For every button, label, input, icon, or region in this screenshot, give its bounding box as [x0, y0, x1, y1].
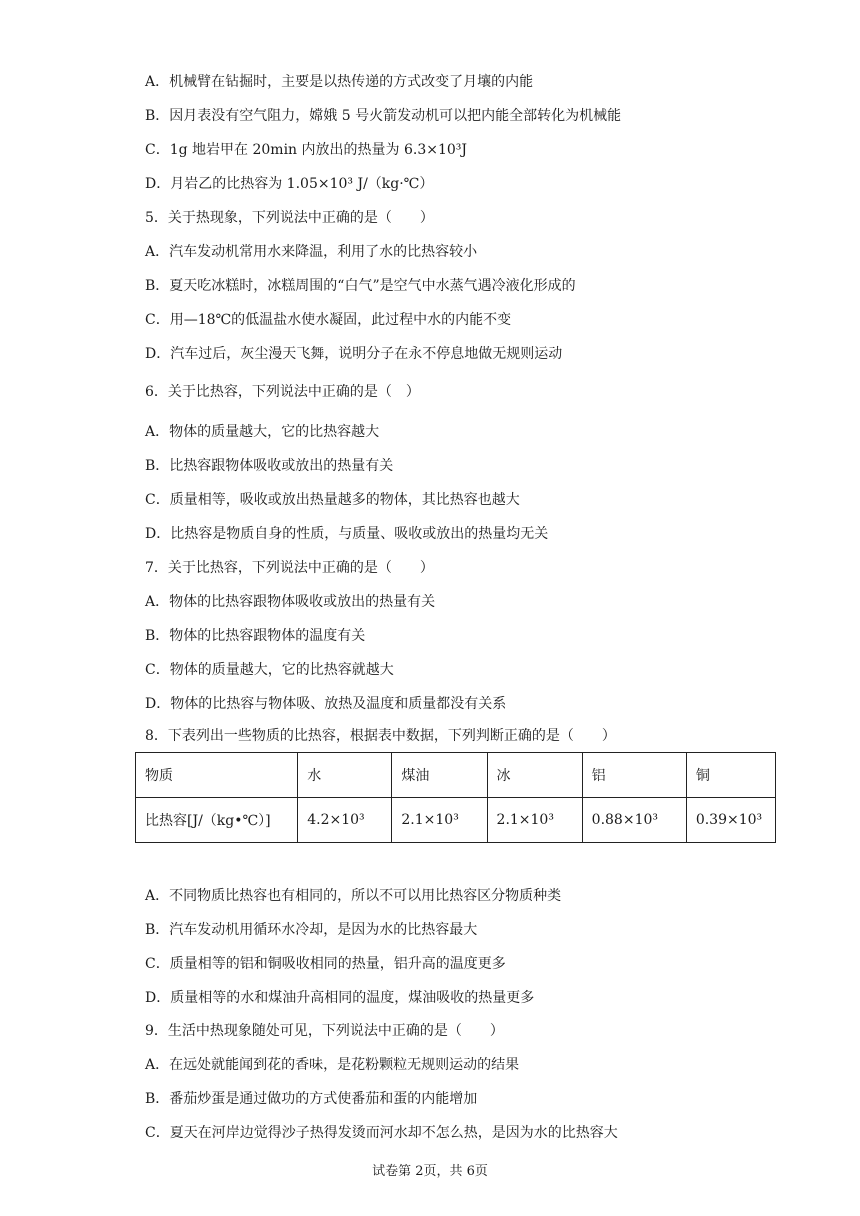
- table-cell: 4.2×10³: [298, 798, 392, 843]
- q4-option-c: C．1g 地岩甲在 20min 内放出的热量为 6.3×10³J: [145, 142, 467, 158]
- table-cell: 物质: [136, 753, 298, 798]
- table-cell: 0.88×10³: [582, 798, 686, 843]
- q6-option-b: B．比热容跟物体吸收或放出的热量有关: [145, 458, 394, 474]
- q4-option-d: D．月岩乙的比热容为 1.05×10³ J/（kg·℃）: [145, 176, 434, 192]
- q6-option-d: D．比热容是物质自身的性质，与质量、吸收或放出的热量均无关: [145, 526, 549, 542]
- q8-option-c: C．质量相等的铝和铜吸收相同的热量，铝升高的温度更多: [145, 956, 506, 972]
- table-row: [136, 798, 776, 843]
- table-cell: 0.39×10³: [686, 798, 775, 843]
- q9-stem: 9．生活中热现象随处可见，下列说法中正确的是（ ）: [145, 1023, 504, 1039]
- q7-option-b: B．物体的比热容跟物体的温度有关: [145, 628, 366, 644]
- table-cell: 铝: [582, 753, 686, 798]
- q9-option-a: A．在远处就能闻到花的香味，是花粉颗粒无规则运动的结果: [145, 1057, 520, 1073]
- q8-stem: 8．下表列出一些物质的比热容，根据表中数据，下列判断正确的是（ ）: [145, 728, 616, 744]
- q8-option-b: B．汽车发动机用循环水冷却，是因为水的比热容最大: [145, 922, 478, 938]
- q9-option-c: C．夏天在河岸边觉得沙子热得发烫而河水却不怎么热，是因为水的比热容大: [145, 1125, 618, 1141]
- q5-stem: 5．关于热现象，下列说法中正确的是（ ）: [145, 210, 434, 226]
- q5-option-a: A．汽车发动机常用水来降温，利用了水的比热容较小: [145, 244, 478, 260]
- q6-stem: 6．关于比热容，下列说法中正确的是（ ）: [145, 384, 420, 400]
- q4-option-a: A．机械臂在钻掘时，主要是以热传递的方式改变了月壤的内能: [145, 74, 534, 90]
- q9-option-b: B．番茄炒蛋是通过做功的方式使番茄和蛋的内能增加: [145, 1091, 478, 1107]
- q7-option-c: C．物体的质量越大，它的比热容就越大: [145, 662, 394, 678]
- table-cell: 2.1×10³: [392, 798, 487, 843]
- q8-option-d: D．质量相等的水和煤油升高相同的温度，煤油吸收的热量更多: [145, 990, 535, 1006]
- q5-option-d: D．汽车过后，灰尘漫天飞舞，说明分子在永不停息地做无规则运动: [145, 346, 563, 362]
- q5-option-c: C．用—18℃的低温盐水使水凝固，此过程中水的内能不变: [145, 312, 512, 328]
- q4-option-b: B．因月表没有空气阻力，嫦娥 5 号火箭发动机可以把内能全部转化为机械能: [145, 108, 622, 124]
- table-cell: 水: [298, 753, 392, 798]
- page-footer: 试卷第 2页，共 6页: [372, 1164, 488, 1179]
- table-cell: 冰: [487, 753, 582, 798]
- table-cell: 煤油: [392, 753, 487, 798]
- q6-option-c: C．质量相等，吸收或放出热量越多的物体，其比热容也越大: [145, 492, 520, 508]
- table-cell: 2.1×10³: [487, 798, 582, 843]
- table-cell: 比热容[J/（kg•℃）]: [136, 798, 298, 843]
- q7-option-d: D．物体的比热容与物体吸、放热及温度和质量都没有关系: [145, 696, 507, 712]
- specific-heat-table: [135, 752, 776, 843]
- table-header-row: [136, 753, 776, 798]
- q5-option-b: B．夏天吃冰糕时，冰糕周围的“白气”是空气中水蒸气遇冷液化形成的: [145, 278, 576, 294]
- q7-option-a: A．物体的比热容跟物体吸收或放出的热量有关: [145, 594, 436, 610]
- q7-stem: 7．关于比热容，下列说法中正确的是（ ）: [145, 560, 434, 576]
- q6-option-a: A．物体的质量越大，它的比热容越大: [145, 424, 380, 440]
- q8-option-a: A．不同物质比热容也有相同的，所以不可以用比热容区分物质种类: [145, 888, 562, 904]
- table-cell: 铜: [686, 753, 775, 798]
